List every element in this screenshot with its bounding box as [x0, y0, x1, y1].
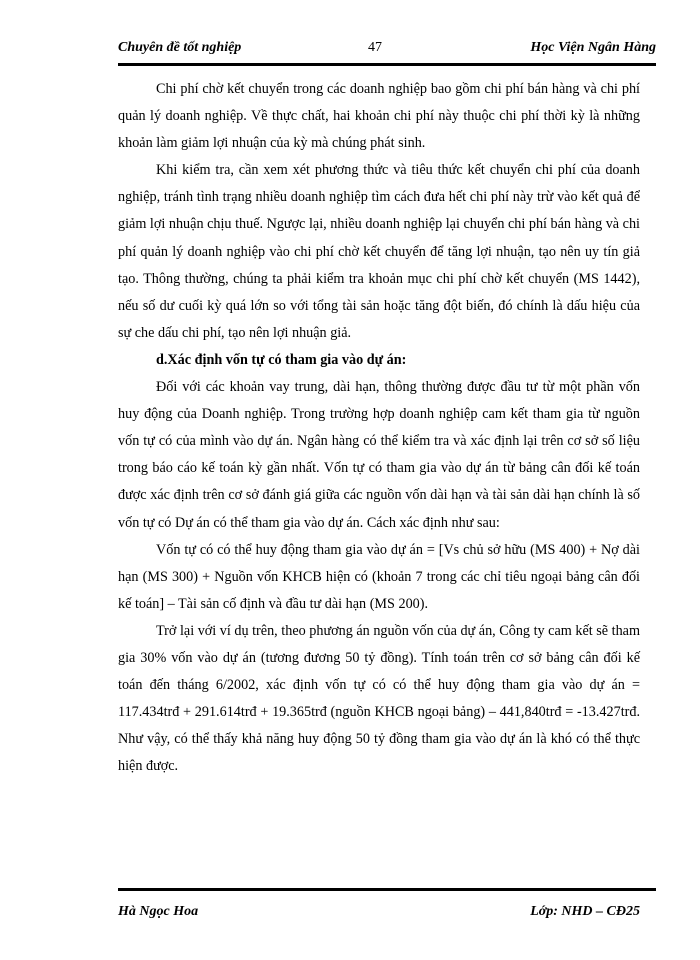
section-heading: d.Xác định vốn tự có tham gia vào dự án:	[156, 351, 407, 368]
page-body	[118, 76, 640, 780]
page-footer	[118, 904, 656, 926]
paragraph-deferred-costs: Chi phí chờ kết chuyển trong các doanh nghiệp bao gồm chi phí bán hàng và chi phí quản lý doanh nghiệp. Về thực chất, hai khoản chi phí này thuộc chi phí thời kỳ là những khoản làm giảm lợi nhuận của kỳ mà chúng phát sinh.	[118, 81, 640, 152]
paragraph-formula: Vốn tự có có thể huy động tham gia vào dự án = [Vs chủ sở hữu (MS 400) + Nợ dài hạn (MS 300) + Nguồn vốn KHCB hiện có (khoản 7 trong các chỉ tiêu ngoại bảng cân đối kế toán] – Tài sản cố định và đầu tư dài hạn (MS 200).	[118, 541, 640, 612]
header-document-type: Chuyên đề tốt nghiệp	[118, 40, 242, 55]
page-header	[118, 40, 656, 62]
paragraph-inspection: Khi kiểm tra, cần xem xét phương thức và tiêu thức kết chuyển chi phí của doanh nghiệp, tránh tình trạng nhiều doanh nghiệp tìm cách đưa hết chi phí này trừ vào kết quả để giảm lợi nhuận chịu thuế. Ngược lại, nhiều doanh nghiệp lại chuyển chi phí bán hàng và chi phí quản lý doanh nghiệp vào chi phí chờ kết chuyển để tăng lợi nhuận, tạo nên uy tín giả tạo. Thông thường, chúng ta phải kiểm tra khoản mục chi phí chờ kết chuyển (MS 1442), nếu số dư cuối kỳ quá lớn so với tổng tài sản hoặc tăng đột biến, đó chính là dấu hiệu của sự che dấu chi phí, tạo nên lợi nhuận giả.	[118, 162, 640, 341]
footer-author: Hà Ngọc Hoa	[118, 904, 199, 919]
header-institution: Học Viện Ngân Hàng	[530, 40, 656, 55]
header-rule	[118, 63, 656, 66]
page-number: 47	[368, 40, 382, 55]
paragraph-example: Trở lại với ví dụ trên, theo phương án nguồn vốn của dự án, Công ty cam kết sẽ tham gia 30% vốn vào dự án (tương đương 50 tỷ đồng). Tính toán trên cơ sở bảng cân đối kế toán đến tháng 6/2002, xác định vốn tự có có thể huy động tham gia vào dự án = 117.434trđ + 291.614trđ + 19.365trđ (nguồn KHCB ngoại bảng) – 441,840trđ = -13.427trđ. Như vậy, có thể thấy khả năng huy động 50 tỷ đồng tham gia vào dự án là khó có thể thực hiện được.	[118, 622, 640, 775]
footer-rule	[118, 888, 656, 891]
footer-class: Lớp: NHD – CĐ25	[530, 904, 640, 919]
paragraph-medium-long-loans: Đối với các khoản vay trung, dài hạn, thông thường được đầu tư từ một phần vốn huy động của Doanh nghiệp. Trong trường hợp doanh nghiệp cam kết tham gia từ nguồn vốn tự có của mình vào dự án. Ngân hàng có thể kiểm tra và xác định lại trên cơ sở số liệu trong báo cáo kế toán kỳ gần nhất. Vốn tự có tham gia vào dự án từ bảng cân đối kế toán được xác định trên cơ sở đánh giá giữa các nguồn vốn dài hạn và tài sản dài hạn chính là số vốn tự có Dự án có thể tham gia vào dự án. Cách xác định như sau:	[118, 379, 640, 531]
